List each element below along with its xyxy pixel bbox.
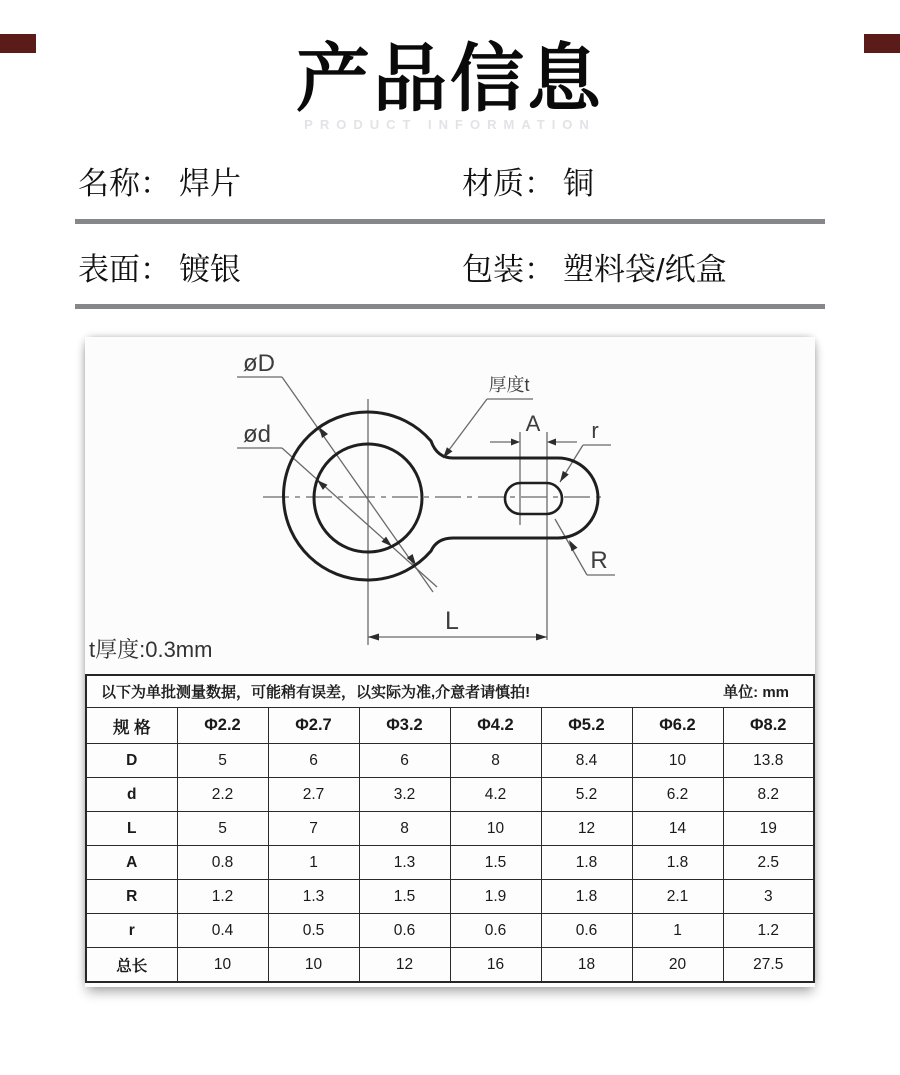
data-cell: 1 — [632, 914, 723, 948]
data-cell: 20 — [632, 948, 723, 983]
measurement-note: 以下为单批测量数据，可能稍有误差，以实际为准,介意者请慎拍! — [101, 684, 531, 702]
data-cell: 1.3 — [359, 846, 450, 880]
slot-hole — [505, 483, 562, 514]
spec-summary — [75, 166, 825, 309]
data-cell: 1.2 — [723, 914, 814, 948]
data-cell: 2.7 — [268, 778, 359, 812]
table-row — [86, 914, 814, 948]
data-cell: 3 — [723, 880, 814, 914]
spec-value: 铜 — [563, 166, 594, 202]
table-row — [86, 880, 814, 914]
table-note-row — [86, 675, 814, 708]
data-cell: 14 — [632, 812, 723, 846]
table-row — [86, 778, 814, 812]
spec-value: 镀银 — [179, 252, 241, 288]
data-cell: 6 — [359, 744, 450, 778]
row-label-cell: D — [86, 744, 177, 778]
header-cell: Φ8.2 — [723, 708, 814, 744]
dim-label-inner-diameter: ød — [243, 421, 272, 449]
spec-row-2 — [75, 252, 825, 288]
data-cell: 10 — [450, 812, 541, 846]
data-cell: 3.2 — [359, 778, 450, 812]
data-cell: 1.8 — [541, 880, 632, 914]
data-cell: 5 — [177, 812, 268, 846]
dim-label-thickness: 厚度t — [488, 375, 530, 396]
spec-label: 表面： — [78, 252, 171, 288]
data-cell: 8 — [359, 812, 450, 846]
data-cell: 19 — [723, 812, 814, 846]
page-subtitle: PRODUCT INFORMATION — [304, 117, 596, 133]
spec-item-surface — [75, 252, 462, 288]
data-cell: 8.2 — [723, 778, 814, 812]
lug-outline — [284, 412, 598, 580]
data-cell: 2.1 — [632, 880, 723, 914]
data-cell: 10 — [268, 948, 359, 983]
header-cell: Φ3.2 — [359, 708, 450, 744]
data-cell: 8 — [450, 744, 541, 778]
spec-item-name — [75, 166, 462, 202]
spec-label: 材质： — [462, 166, 555, 202]
data-cell: 1.2 — [177, 880, 268, 914]
data-cell: 1.3 — [268, 880, 359, 914]
dim-label-end-radius: R — [590, 547, 608, 575]
data-cell: 0.8 — [177, 846, 268, 880]
product-spec-card — [85, 337, 815, 987]
data-cell: 10 — [177, 948, 268, 983]
data-cell: 1.9 — [450, 880, 541, 914]
spec-item-packaging — [462, 252, 727, 288]
data-cell: 1 — [268, 846, 359, 880]
table-header-row — [86, 708, 814, 744]
data-cell: 2.2 — [177, 778, 268, 812]
table-row — [86, 812, 814, 846]
data-cell: 5 — [177, 744, 268, 778]
spec-label: 包装： — [462, 252, 555, 288]
technical-diagram — [85, 337, 815, 672]
data-cell: 4.2 — [450, 778, 541, 812]
spec-value: 塑料袋/纸盒 — [563, 252, 727, 288]
spec-value: 焊片 — [179, 166, 241, 202]
header-cell: 规 格 — [86, 708, 177, 744]
data-cell: 13.8 — [723, 744, 814, 778]
dim-label-hole-radius: r — [591, 418, 599, 444]
page-header — [0, 34, 900, 132]
header-cell: Φ6.2 — [632, 708, 723, 744]
data-cell: 0.5 — [268, 914, 359, 948]
data-cell: 0.6 — [450, 914, 541, 948]
unit-label: 单位: mm — [723, 684, 789, 702]
data-cell: 10 — [632, 744, 723, 778]
table-row — [86, 948, 814, 983]
row-label-cell: R — [86, 880, 177, 914]
header-cell: Φ4.2 — [450, 708, 541, 744]
dim-label-outer-diameter: øD — [243, 350, 275, 378]
thickness-note: t厚度:0.3mm — [89, 637, 213, 663]
data-cell: 12 — [359, 948, 450, 983]
data-cell: 16 — [450, 948, 541, 983]
data-cell: 6 — [268, 744, 359, 778]
data-cell: 1.8 — [541, 846, 632, 880]
header-cell: Φ2.2 — [177, 708, 268, 744]
row-label-cell: 总长 — [86, 948, 177, 983]
table-row — [86, 744, 814, 778]
dim-label-hole-spacing: A — [525, 411, 541, 437]
data-cell: 0.4 — [177, 914, 268, 948]
data-cell: 27.5 — [723, 948, 814, 983]
header-cell: Φ2.7 — [268, 708, 359, 744]
spec-item-material — [462, 166, 594, 202]
table-row — [86, 846, 814, 880]
corner-accent-right — [864, 34, 900, 53]
data-cell: 6.2 — [632, 778, 723, 812]
divider — [75, 219, 825, 224]
data-cell: 1.5 — [450, 846, 541, 880]
spec-table — [85, 674, 815, 983]
row-label-cell: A — [86, 846, 177, 880]
row-label-cell: r — [86, 914, 177, 948]
data-cell: 12 — [541, 812, 632, 846]
data-cell: 7 — [268, 812, 359, 846]
data-cell: 1.8 — [632, 846, 723, 880]
data-cell: 8.4 — [541, 744, 632, 778]
corner-accent-left — [0, 34, 36, 53]
page-title: 产品信息 — [296, 37, 604, 120]
data-cell: 0.6 — [541, 914, 632, 948]
data-cell: 18 — [541, 948, 632, 983]
row-label-cell: d — [86, 778, 177, 812]
divider — [75, 304, 825, 309]
row-label-cell: L — [86, 812, 177, 846]
spec-row-1 — [75, 166, 825, 202]
dim-label-length: L — [445, 607, 459, 636]
data-cell: 1.5 — [359, 880, 450, 914]
data-cell: 2.5 — [723, 846, 814, 880]
spec-label: 名称： — [78, 166, 171, 202]
data-cell: 0.6 — [359, 914, 450, 948]
header-cell: Φ5.2 — [541, 708, 632, 744]
data-cell: 5.2 — [541, 778, 632, 812]
